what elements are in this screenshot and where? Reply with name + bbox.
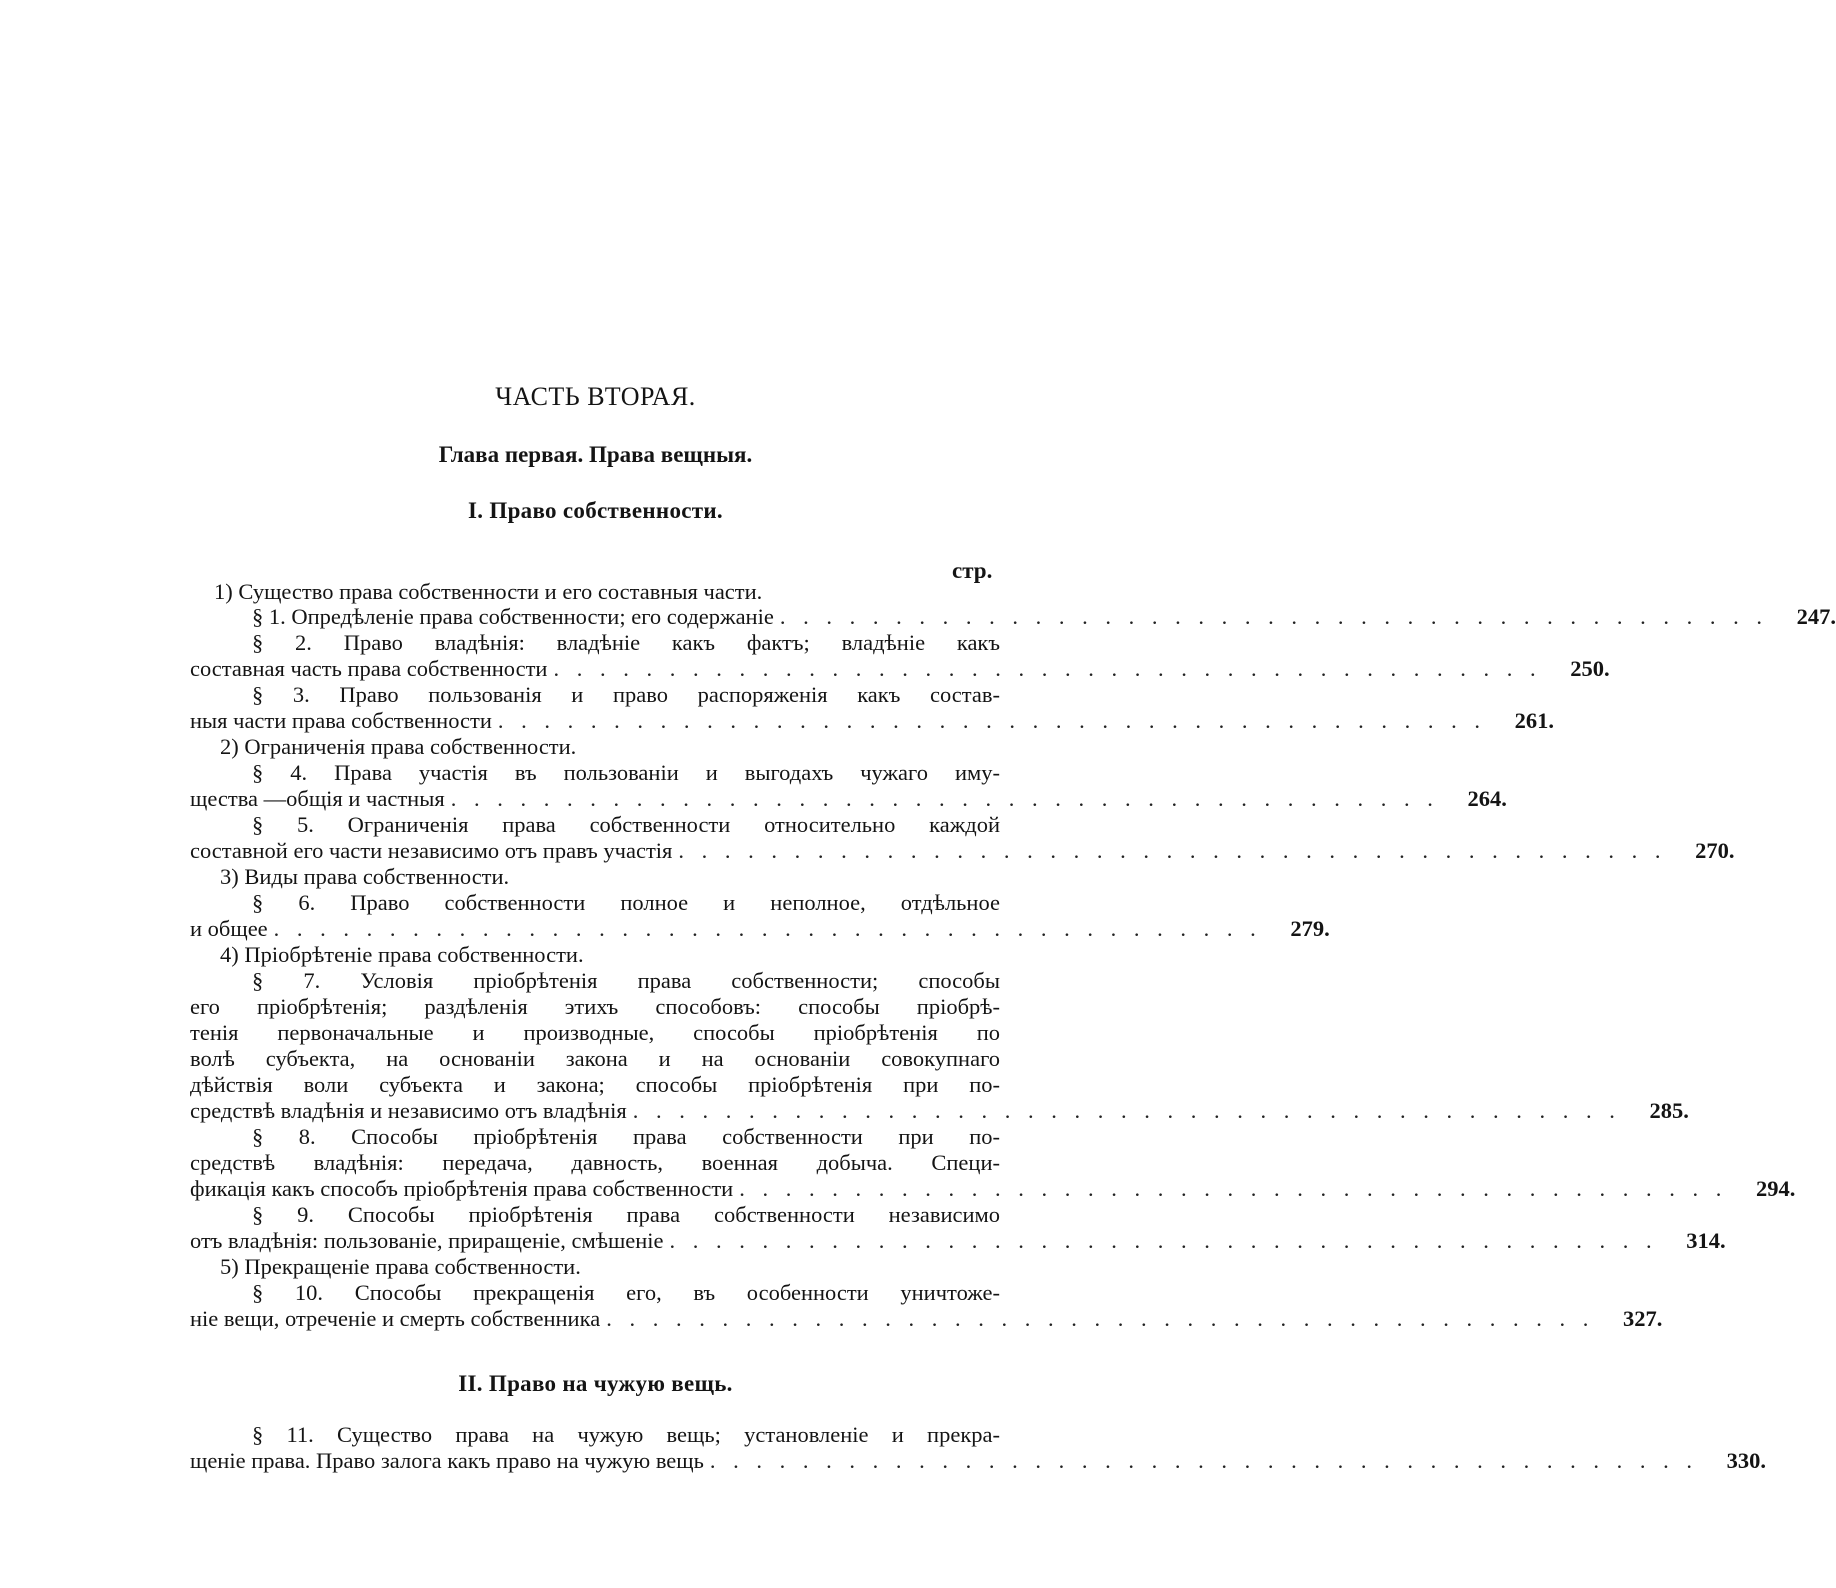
toc-page-number: 247.: [1796, 604, 1836, 629]
toc-line: [190, 1228, 1726, 1254]
toc-page-number: 264.: [1467, 786, 1507, 811]
toc-line-text: 3) Виды права собственности.: [220, 864, 510, 889]
toc-line-text: § 11. Существо права на чужую вещь; установленіе и прекра-: [252, 1422, 1000, 1447]
toc-line: [190, 656, 1610, 682]
dot-leader: . . . . . . . . . . . . . . . . . . . . . . . . . . . . . . . . . . . . . . . . . . .: [709, 1448, 1699, 1473]
toc-line: [190, 708, 1554, 734]
dot-leader: . . . . . . . . . . . . . . . . . . . . . . . . . . . . . . . . . . . . . . . . . . .: [632, 1098, 1621, 1123]
toc-line-text: § 2. Право владѣнія: владѣніе какъ фактъ; владѣніе какъ: [252, 630, 1000, 655]
toc-line: [252, 890, 1000, 916]
toc-line-text: тенія первоначальные и производные, способы пріобрѣтенія по: [190, 1020, 1000, 1045]
toc-line-text: средствѣ владѣнія и независимо отъ владѣнія: [190, 1098, 627, 1123]
toc-line: [190, 994, 1000, 1020]
toc-line: [252, 682, 1000, 708]
chapter-title: Глава первая. Права вещныя.: [438, 442, 753, 467]
toc-line: [252, 1422, 1000, 1448]
toc-line: [252, 1280, 1000, 1306]
toc-line: [190, 1150, 1000, 1176]
toc-page-number: 294.: [1755, 1176, 1796, 1201]
dot-leader: . . . . . . . . . . . . . . . . . . . . . . . . . . . . . . . . . . . . . . . . . . .: [739, 1176, 1728, 1201]
toc-line: [190, 1306, 1663, 1332]
section-title: I. Право собственности.: [468, 498, 723, 523]
dot-leader: . . . . . . . . . . . . . . . . . . . . . . . . . . . . . . . . . . . . . . . . . . .: [553, 656, 1542, 681]
toc-line-text: 1) Существо права собственности и его составныя части.: [214, 579, 763, 604]
toc-line-text: средствѣ владѣнія: передача, давность, военная добыча. Специ-: [190, 1150, 1000, 1175]
toc-line-text: и общее: [190, 916, 268, 941]
toc-line-text: § 5. Ограниченія права собственности относительно каждой: [252, 812, 1000, 837]
toc-line-text: § 3. Право пользованія и право распоряженія какъ состав-: [252, 682, 1000, 707]
dot-leader: . . . . . . . . . . . . . . . . . . . . . . . . . . . . . . . . . . . . . . . . . . .: [606, 1306, 1595, 1331]
toc-line: [190, 1176, 1796, 1202]
toc-line: [220, 864, 1000, 890]
toc-line-text: щества —общія и частныя: [190, 786, 445, 811]
toc-page-number: 314.: [1686, 1228, 1726, 1253]
toc-line-text: отъ владѣнія: пользованіе, приращеніе, смѣшеніе: [190, 1228, 664, 1253]
toc-line: [220, 942, 1000, 968]
toc-line-text: § 9. Способы пріобрѣтенія права собственности независимо: [252, 1202, 1000, 1227]
toc-line-text: § 7. Условія пріобрѣтенія права собственности; способы: [252, 968, 1000, 993]
toc-line: [190, 1020, 1000, 1046]
toc-page-number: 261.: [1514, 708, 1554, 733]
toc-line: [220, 734, 1000, 760]
toc-line-text: ніе вещи, отреченіе и смерть собственника: [190, 1306, 601, 1331]
toc-page-number: 327.: [1622, 1306, 1663, 1331]
dot-leader: . . . . . . . . . . . . . . . . . . . . . . . . . . . . . . . . . . . . . . . . . . .: [273, 916, 1262, 941]
dot-leader: . . . . . . . . . . . . . . . . . . . . . . . . . . . . . . . . . . . . . . . . . . .: [779, 604, 1768, 629]
toc-line: [190, 1098, 1689, 1124]
toc-line: [252, 604, 1836, 630]
toc-page-number: 250.: [1570, 656, 1610, 681]
part-title: ЧАСТЬ ВТОРАЯ.: [495, 382, 696, 411]
toc-line-text: 4) Пріобрѣтеніе права собственности.: [220, 942, 584, 967]
toc-line: [252, 630, 1000, 656]
toc-line: [252, 1124, 1000, 1150]
section-title-2: II. Право на чужую вещь.: [458, 1371, 733, 1396]
toc-line: [190, 1072, 1000, 1098]
page-column-label: стр.: [952, 558, 993, 583]
toc-line: [252, 760, 1000, 786]
toc-line-text: его пріобрѣтенія; раздѣленія этихъ способовъ: способы пріобрѣ-: [190, 994, 1000, 1019]
toc-line-text: 2) Ограниченія права собственности.: [220, 734, 577, 759]
toc-line: [220, 1254, 1000, 1280]
toc-line: [252, 1202, 1000, 1228]
toc-line-text: щеніе права. Право залога какъ право на чужую вещь: [190, 1448, 704, 1473]
toc-line: [190, 1046, 1000, 1072]
toc-line-text: § 4. Права участія въ пользованіи и выгодахъ чужаго иму-: [252, 760, 1000, 785]
dot-leader: . . . . . . . . . . . . . . . . . . . . . . . . . . . . . . . . . . . . . . . . . . .: [450, 786, 1439, 811]
dot-leader: . . . . . . . . . . . . . . . . . . . . . . . . . . . . . . . . . . . . . . . . . . .: [497, 708, 1486, 733]
toc-line: [252, 968, 1000, 994]
dot-leader: . . . . . . . . . . . . . . . . . . . . . . . . . . . . . . . . . . . . . . . . . . .: [678, 838, 1667, 863]
toc-line-text: § 6. Право собственности полное и неполное, отдѣльное: [252, 890, 1000, 915]
toc-line: [190, 1448, 1767, 1474]
toc-line-text: 5) Прекращеніе права собственности.: [220, 1254, 581, 1279]
toc-line-text: составная часть права собственности: [190, 656, 548, 681]
toc-line: [190, 786, 1507, 812]
toc-line-text: § 1. Опредѣленіе права собственности; его содержаніе: [252, 604, 774, 629]
toc-line-text: ныя части права собственности: [190, 708, 492, 733]
toc-line: [190, 916, 1330, 942]
toc-page-number: 270.: [1695, 838, 1735, 863]
toc-line-text: § 10. Способы прекращенія его, въ особенности уничтоже-: [252, 1280, 1000, 1305]
toc-line-text: волѣ субъекта, на основаніи закона и на основаніи совокупнаго: [190, 1046, 1000, 1071]
toc-line-text: составной его части независимо отъ правъ участія: [190, 838, 673, 863]
toc-page-number: 279.: [1290, 916, 1330, 941]
toc-page-number: 330.: [1726, 1448, 1767, 1473]
dot-leader: . . . . . . . . . . . . . . . . . . . . . . . . . . . . . . . . . . . . . . . . . . .: [669, 1228, 1658, 1253]
toc-line: [252, 812, 1000, 838]
toc-page-number: 285.: [1649, 1098, 1689, 1123]
toc-line-text: дѣйствія воли субъекта и закона; способы пріобрѣтенія при по-: [190, 1072, 1000, 1097]
toc-line: [214, 579, 1000, 605]
toc-line-text: § 8. Способы пріобрѣтенія права собственности при по-: [252, 1124, 1000, 1149]
toc-line: [190, 838, 1735, 864]
toc-line-text: фикація какъ способъ пріобрѣтенія права собственности: [190, 1176, 734, 1201]
